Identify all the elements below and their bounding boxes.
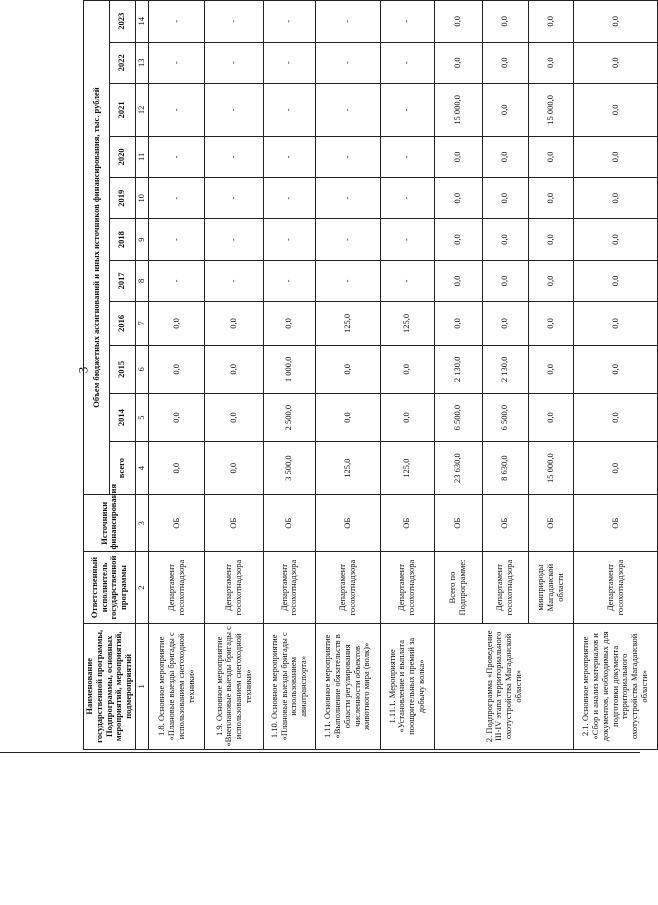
row-year-value: 0,0 bbox=[528, 1, 574, 43]
row-year-value: 0,0 bbox=[574, 83, 657, 136]
row-year-value: 0,0 bbox=[434, 178, 482, 219]
row-year-value: 2 500,0 bbox=[263, 393, 315, 441]
table-row bbox=[574, 1, 657, 750]
row-total: 3 500,0 bbox=[263, 442, 315, 495]
row-year-value: - bbox=[263, 260, 315, 301]
col-number: 14 bbox=[135, 1, 148, 43]
row-year-value: 0,0 bbox=[434, 136, 482, 177]
divider-line bbox=[0, 752, 640, 753]
row-year-value: 0,0 bbox=[528, 345, 574, 393]
row-year-value: 0,0 bbox=[482, 219, 528, 260]
row-year-value: 0,0 bbox=[149, 393, 205, 441]
row-source: ОБ bbox=[263, 495, 315, 552]
row-year-value: - bbox=[205, 178, 263, 219]
row-year-value: - bbox=[149, 42, 205, 83]
row-year-value: 0,0 bbox=[263, 302, 315, 346]
row-year-value: - bbox=[380, 136, 434, 177]
table-row bbox=[205, 1, 263, 750]
row-year-value: - bbox=[380, 1, 434, 43]
col-number: 12 bbox=[135, 83, 148, 136]
row-year-value: 2 130,0 bbox=[482, 345, 528, 393]
header-year: 2022 bbox=[109, 42, 135, 83]
row-year-value: 0,0 bbox=[434, 219, 482, 260]
row-total: 0,0 bbox=[205, 442, 263, 495]
row-executor: Департамент госохотнадзора bbox=[574, 552, 657, 623]
row-year-value: 0,0 bbox=[574, 345, 657, 393]
row-year-value: 0,0 bbox=[380, 393, 434, 441]
header-year: 2016 bbox=[109, 302, 135, 346]
row-name: 1.11.1. Мероприятие «Установление и выплата поощрительных премий за добычу волка» bbox=[380, 623, 434, 749]
header-row-1 bbox=[84, 1, 110, 750]
row-executor: Всего по Подпрограмме: bbox=[434, 552, 482, 623]
row-year-value: 0,0 bbox=[528, 302, 574, 346]
col-number: 5 bbox=[135, 393, 148, 441]
row-year-value: 125,0 bbox=[315, 302, 380, 346]
row-year-value: 0,0 bbox=[149, 302, 205, 346]
row-year-value: - bbox=[205, 1, 263, 43]
row-year-value: - bbox=[263, 219, 315, 260]
row-name: 1.11. Основное мероприятие «Выполнение обязательств в области регулирования численности объектов животного мира (волк)» bbox=[315, 623, 380, 749]
row-year-value: 0,0 bbox=[574, 302, 657, 346]
row-source: ОБ bbox=[528, 495, 574, 552]
rotated-table-container bbox=[83, 0, 649, 750]
row-year-value: 0,0 bbox=[528, 393, 574, 441]
row-year-value: 0,0 bbox=[434, 302, 482, 346]
row-total: 15 000,0 bbox=[528, 442, 574, 495]
header-year: 2023 bbox=[109, 1, 135, 43]
row-year-value: 6 500,0 bbox=[482, 393, 528, 441]
row-source: ОБ bbox=[380, 495, 434, 552]
row-year-value: - bbox=[380, 219, 434, 260]
row-year-value: 0,0 bbox=[434, 42, 482, 83]
row-year-value: - bbox=[205, 83, 263, 136]
funding-table bbox=[83, 0, 658, 750]
header-year: 2017 bbox=[109, 260, 135, 301]
table-row bbox=[263, 1, 315, 750]
row-total: 0,0 bbox=[574, 442, 657, 495]
row-year-value: - bbox=[315, 1, 380, 43]
row-source: ОБ bbox=[315, 495, 380, 552]
header-total: всего bbox=[109, 442, 135, 495]
row-year-value: - bbox=[149, 136, 205, 177]
row-year-value: - bbox=[380, 83, 434, 136]
row-year-value: 15 000,0 bbox=[528, 83, 574, 136]
row-year-value: - bbox=[205, 219, 263, 260]
row-year-value: 0,0 bbox=[482, 260, 528, 301]
row-year-value: 15 000,0 bbox=[434, 83, 482, 136]
row-year-value: 0,0 bbox=[574, 42, 657, 83]
row-year-value: - bbox=[205, 260, 263, 301]
row-source: ОБ bbox=[482, 495, 528, 552]
row-total: 23 630,0 bbox=[434, 442, 482, 495]
row-year-value: - bbox=[315, 260, 380, 301]
row-year-value: 0,0 bbox=[205, 345, 263, 393]
col-number: 6 bbox=[135, 345, 148, 393]
row-year-value: 0,0 bbox=[482, 42, 528, 83]
col-number: 13 bbox=[135, 42, 148, 83]
row-year-value: 0,0 bbox=[574, 393, 657, 441]
row-executor: минприроды Магаданской области bbox=[528, 552, 574, 623]
row-name: 1.10. Основное мероприятие «Плановые выезды бригады с использованием авиатранспорта» bbox=[263, 623, 315, 749]
table-row bbox=[434, 1, 482, 750]
row-year-value: - bbox=[263, 1, 315, 43]
col-number: 10 bbox=[135, 178, 148, 219]
row-year-value: 0,0 bbox=[482, 136, 528, 177]
row-executor: Департамент госохотнадзора bbox=[482, 552, 528, 623]
row-year-value: - bbox=[380, 260, 434, 301]
row-year-value: - bbox=[380, 178, 434, 219]
row-year-value: 0,0 bbox=[434, 260, 482, 301]
row-source: ОБ bbox=[434, 495, 482, 552]
header-volume: Объем бюджетных ассигнований и иных источников финансирования, тыс. рублей bbox=[84, 1, 110, 495]
row-year-value: 0,0 bbox=[482, 1, 528, 43]
table-row bbox=[380, 1, 434, 750]
row-year-value: - bbox=[380, 42, 434, 83]
row-year-value: 0,0 bbox=[434, 1, 482, 43]
row-year-value: - bbox=[205, 136, 263, 177]
col-number: 8 bbox=[135, 260, 148, 301]
row-year-value: 2 130,0 bbox=[434, 345, 482, 393]
row-executor: Департамент госохотнадзора bbox=[205, 552, 263, 623]
row-year-value: - bbox=[315, 42, 380, 83]
row-year-value: 0,0 bbox=[482, 302, 528, 346]
row-year-value: 0,0 bbox=[574, 219, 657, 260]
row-source: ОБ bbox=[149, 495, 205, 552]
row-year-value: 0,0 bbox=[149, 345, 205, 393]
row-executor: Департамент госохотнадзора bbox=[380, 552, 434, 623]
row-source: ОБ bbox=[205, 495, 263, 552]
row-executor: Департамент госохотнадзора bbox=[149, 552, 205, 623]
row-total: 0,0 bbox=[149, 442, 205, 495]
row-year-value: 0,0 bbox=[528, 219, 574, 260]
row-year-value: 0,0 bbox=[482, 178, 528, 219]
header-source: Источники финансирования bbox=[84, 495, 136, 552]
col-number: 2 bbox=[135, 552, 148, 623]
row-year-value: - bbox=[315, 136, 380, 177]
col-number: 11 bbox=[135, 136, 148, 177]
row-year-value: - bbox=[205, 42, 263, 83]
row-year-value: 0,0 bbox=[315, 345, 380, 393]
row-year-value: 0,0 bbox=[315, 393, 380, 441]
row-year-value: 0,0 bbox=[528, 42, 574, 83]
row-year-value: 0,0 bbox=[528, 260, 574, 301]
table-row bbox=[315, 1, 380, 750]
row-year-value: 0,0 bbox=[205, 302, 263, 346]
row-year-value: - bbox=[149, 219, 205, 260]
row-name: 2. Подпрограмма «Проведение III-IV этапа территориального охотустройства Магаданской области» bbox=[434, 623, 574, 749]
header-year: 2020 bbox=[109, 136, 135, 177]
col-number: 3 bbox=[135, 495, 148, 552]
row-year-value: - bbox=[263, 178, 315, 219]
row-year-value: - bbox=[263, 42, 315, 83]
row-year-value: 0,0 bbox=[574, 260, 657, 301]
row-name: 1.8. Основное мероприятие «Плановые выезды бригады с использованием снегоходной техники» bbox=[149, 623, 205, 749]
row-year-value: 0,0 bbox=[528, 178, 574, 219]
row-total: 125,0 bbox=[315, 442, 380, 495]
row-year-value: 125,0 bbox=[380, 302, 434, 346]
header-year: 2015 bbox=[109, 345, 135, 393]
row-total: 125,0 bbox=[380, 442, 434, 495]
page-number: 3 bbox=[75, 366, 91, 374]
row-year-value: 0,0 bbox=[482, 83, 528, 136]
column-number-row bbox=[135, 1, 148, 750]
col-number: 7 bbox=[135, 302, 148, 346]
row-year-value: 0,0 bbox=[574, 136, 657, 177]
row-year-value: 0,0 bbox=[528, 136, 574, 177]
row-year-value: 1 000,0 bbox=[263, 345, 315, 393]
row-name: 2.1. Основное мероприятие «Сбор и анализ материалов и документов, необходимых для подготовки документа территориального охотустройства Магаданской области» bbox=[574, 623, 657, 749]
row-year-value: - bbox=[263, 136, 315, 177]
row-source: ОБ bbox=[574, 495, 657, 552]
header-year: 2018 bbox=[109, 219, 135, 260]
row-year-value: - bbox=[149, 1, 205, 43]
row-year-value: - bbox=[149, 83, 205, 136]
col-number: 9 bbox=[135, 219, 148, 260]
row-year-value: 6 500,0 bbox=[434, 393, 482, 441]
row-year-value: - bbox=[315, 178, 380, 219]
row-name: 1.9. Основное мероприятие «Внеплановые выезды бригады с использованием снегоходной техники» bbox=[205, 623, 263, 749]
row-year-value: 0,0 bbox=[380, 345, 434, 393]
table-row bbox=[149, 1, 205, 750]
row-year-value: 0,0 bbox=[574, 178, 657, 219]
row-year-value: 0,0 bbox=[205, 393, 263, 441]
row-executor: Департамент госохотнадзора bbox=[263, 552, 315, 623]
header-year: 2021 bbox=[109, 83, 135, 136]
col-number: 1 bbox=[135, 623, 148, 749]
header-year: 2019 bbox=[109, 178, 135, 219]
row-year-value: 0,0 bbox=[574, 1, 657, 43]
row-executor: Департамент госохотнадзора bbox=[315, 552, 380, 623]
row-year-value: - bbox=[149, 260, 205, 301]
header-executor: Ответственный исполнитель государственной программы bbox=[84, 552, 136, 623]
header-name: Наименование государственной программы, Подпрограммы, основных мероприятий, мероприятий, подмероприятий bbox=[84, 623, 136, 749]
row-year-value: - bbox=[315, 219, 380, 260]
row-year-value: - bbox=[315, 83, 380, 136]
col-number: 4 bbox=[135, 442, 148, 495]
header-year: 2014 bbox=[109, 393, 135, 441]
row-year-value: - bbox=[149, 178, 205, 219]
row-total: 8 630,0 bbox=[482, 442, 528, 495]
row-year-value: - bbox=[263, 83, 315, 136]
